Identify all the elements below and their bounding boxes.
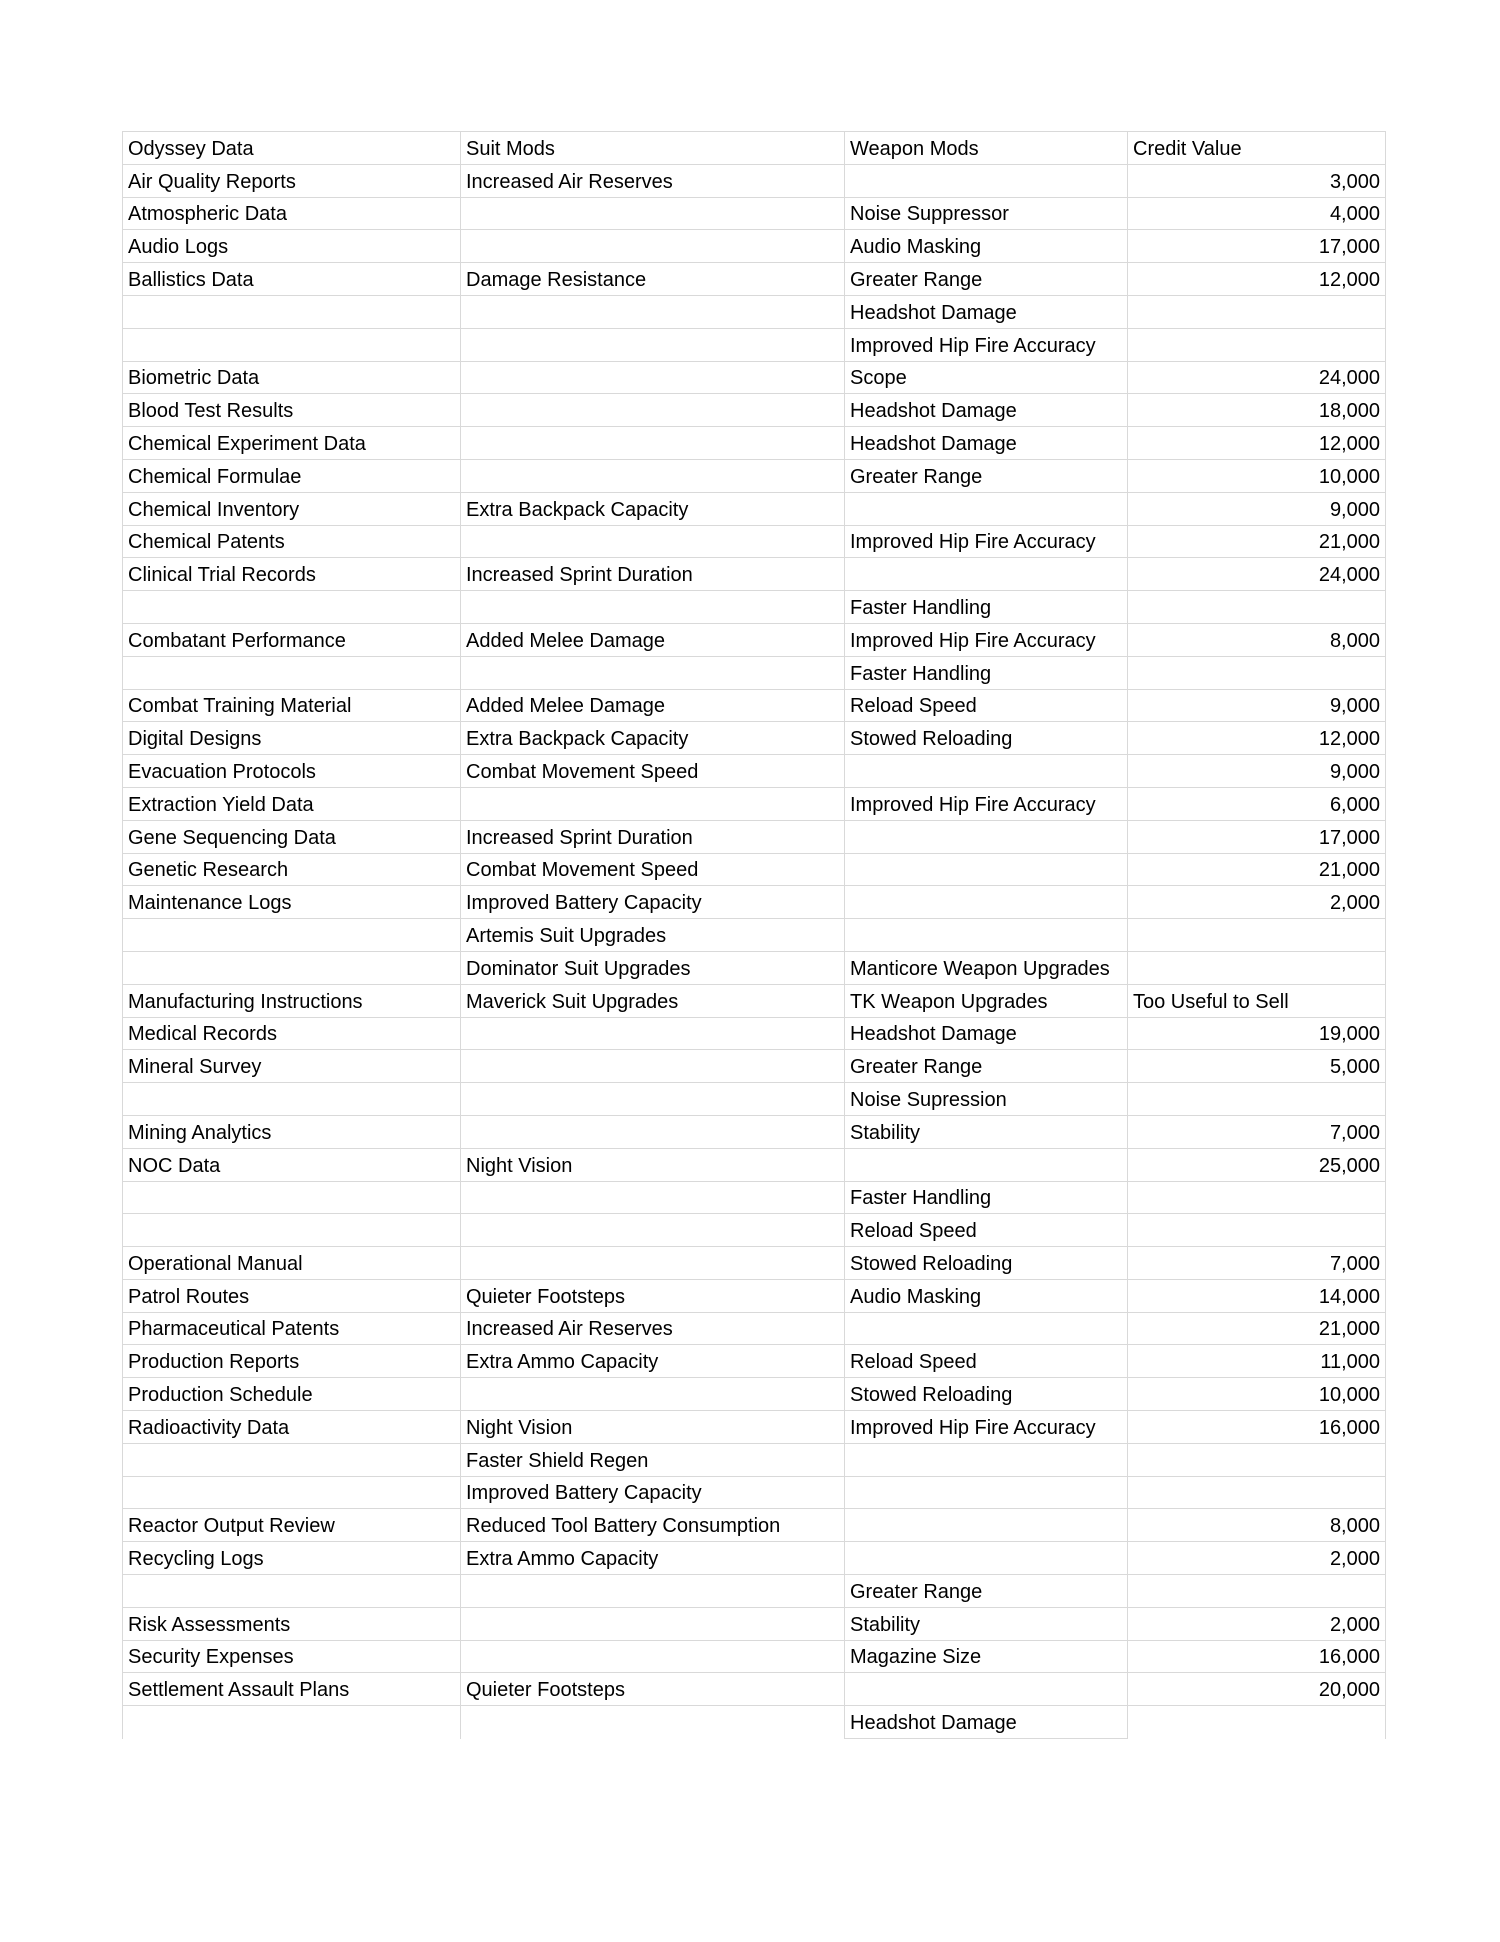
credit-value-cell[interactable]: [1128, 1706, 1386, 1739]
odyssey-data-cell[interactable]: Production Schedule: [123, 1378, 461, 1411]
suit-mods-cell[interactable]: [461, 656, 845, 689]
weapon-mods-cell[interactable]: Greater Range: [845, 459, 1128, 492]
odyssey-data-cell[interactable]: Risk Assessments: [123, 1607, 461, 1640]
credit-value-cell[interactable]: 8,000: [1128, 623, 1386, 656]
suit-mods-cell[interactable]: Added Melee Damage: [461, 689, 845, 722]
odyssey-data-cell[interactable]: [123, 1181, 461, 1214]
suit-mods-cell[interactable]: [461, 1181, 845, 1214]
credit-value-cell[interactable]: 8,000: [1128, 1509, 1386, 1542]
credit-value-cell[interactable]: 21,000: [1128, 1312, 1386, 1345]
odyssey-data-cell[interactable]: [123, 1443, 461, 1476]
table-row: [123, 1017, 1386, 1050]
weapon-mods-cell[interactable]: Headshot Damage: [845, 1706, 1128, 1739]
weapon-mods-cell[interactable]: Headshot Damage: [845, 295, 1128, 328]
odyssey-data-cell[interactable]: [123, 951, 461, 984]
weapon-mods-cell[interactable]: TK Weapon Upgrades: [845, 984, 1128, 1017]
odyssey-data-cell[interactable]: [123, 591, 461, 624]
suit-mods-cell[interactable]: Increased Air Reserves: [461, 164, 845, 197]
suit-mods-cell[interactable]: [461, 1017, 845, 1050]
odyssey-data-cell[interactable]: Production Reports: [123, 1345, 461, 1378]
odyssey-data-cell[interactable]: [123, 656, 461, 689]
weapon-mods-cell[interactable]: Stowed Reloading: [845, 1378, 1128, 1411]
credit-value-cell[interactable]: 10,000: [1128, 459, 1386, 492]
weapon-mods-cell[interactable]: [845, 1476, 1128, 1509]
credit-value-cell[interactable]: 17,000: [1128, 820, 1386, 853]
table-row: [123, 1640, 1386, 1673]
table-row: [123, 263, 1386, 296]
weapon-mods-cell[interactable]: [845, 919, 1128, 952]
weapon-mods-cell[interactable]: Reload Speed: [845, 1214, 1128, 1247]
odyssey-data-cell[interactable]: Gene Sequencing Data: [123, 820, 461, 853]
table-row: [123, 1706, 1386, 1739]
suit-mods-cell[interactable]: Extra Ammo Capacity: [461, 1542, 845, 1575]
credit-value-cell[interactable]: 2,000: [1128, 886, 1386, 919]
odyssey-data-cell[interactable]: Recycling Logs: [123, 1542, 461, 1575]
weapon-mods-cell[interactable]: Stowed Reloading: [845, 1247, 1128, 1280]
odyssey-data-cell[interactable]: Extraction Yield Data: [123, 787, 461, 820]
odyssey-data-cell[interactable]: Combat Training Material: [123, 689, 461, 722]
credit-value-cell[interactable]: 21,000: [1128, 525, 1386, 558]
table-row: [123, 984, 1386, 1017]
table-row: [123, 1378, 1386, 1411]
suit-mods-cell[interactable]: [461, 1115, 845, 1148]
odyssey-data-cell[interactable]: Chemical Experiment Data: [123, 427, 461, 460]
suit-mods-cell[interactable]: Artemis Suit Upgrades: [461, 919, 845, 952]
suit-mods-cell[interactable]: Night Vision: [461, 1411, 845, 1444]
table-row: [123, 1443, 1386, 1476]
table-row: [123, 886, 1386, 919]
credit-value-cell[interactable]: 4,000: [1128, 197, 1386, 230]
table-body: [123, 132, 1386, 1739]
weapon-mods-cell[interactable]: Greater Range: [845, 1050, 1128, 1083]
credit-value-cell[interactable]: 14,000: [1128, 1279, 1386, 1312]
header-odyssey-data[interactable]: Odyssey Data: [123, 132, 461, 165]
odyssey-data-cell[interactable]: Operational Manual: [123, 1247, 461, 1280]
weapon-mods-cell[interactable]: [845, 1673, 1128, 1706]
credit-value-cell[interactable]: [1128, 1575, 1386, 1608]
weapon-mods-cell[interactable]: [845, 492, 1128, 525]
weapon-mods-cell[interactable]: Reload Speed: [845, 1345, 1128, 1378]
credit-value-cell[interactable]: [1128, 1083, 1386, 1116]
suit-mods-cell[interactable]: [461, 787, 845, 820]
suit-mods-cell[interactable]: [461, 394, 845, 427]
table-row: [123, 853, 1386, 886]
credit-value-cell[interactable]: 10,000: [1128, 1378, 1386, 1411]
credit-value-cell[interactable]: [1128, 328, 1386, 361]
weapon-mods-cell[interactable]: Improved Hip Fire Accuracy: [845, 623, 1128, 656]
odyssey-data-cell[interactable]: [123, 295, 461, 328]
weapon-mods-cell[interactable]: Noise Suppressor: [845, 197, 1128, 230]
weapon-mods-cell[interactable]: [845, 558, 1128, 591]
credit-value-cell[interactable]: Too Useful to Sell: [1128, 984, 1386, 1017]
table-row: [123, 1345, 1386, 1378]
odyssey-data-cell[interactable]: Chemical Patents: [123, 525, 461, 558]
table-row: [123, 427, 1386, 460]
credit-value-cell[interactable]: 11,000: [1128, 1345, 1386, 1378]
weapon-mods-cell[interactable]: Faster Handling: [845, 591, 1128, 624]
credit-value-cell[interactable]: [1128, 919, 1386, 952]
odyssey-data-cell[interactable]: Pharmaceutical Patents: [123, 1312, 461, 1345]
weapon-mods-cell[interactable]: Improved Hip Fire Accuracy: [845, 328, 1128, 361]
table-row: [123, 1115, 1386, 1148]
odyssey-data-cell[interactable]: Mining Analytics: [123, 1115, 461, 1148]
weapon-mods-cell[interactable]: Faster Handling: [845, 656, 1128, 689]
table-row: [123, 1247, 1386, 1280]
weapon-mods-cell[interactable]: [845, 853, 1128, 886]
weapon-mods-cell[interactable]: Noise Supression: [845, 1083, 1128, 1116]
suit-mods-cell[interactable]: Quieter Footsteps: [461, 1279, 845, 1312]
table-row: [123, 361, 1386, 394]
header-suit-mods[interactable]: Suit Mods: [461, 132, 845, 165]
credit-value-cell[interactable]: 12,000: [1128, 427, 1386, 460]
suit-mods-cell[interactable]: [461, 525, 845, 558]
table-row: [123, 328, 1386, 361]
suit-mods-cell[interactable]: [461, 1214, 845, 1247]
odyssey-data-cell[interactable]: Atmospheric Data: [123, 197, 461, 230]
suit-mods-cell[interactable]: [461, 1640, 845, 1673]
odyssey-data-cell[interactable]: Security Expenses: [123, 1640, 461, 1673]
credit-value-cell[interactable]: 3,000: [1128, 164, 1386, 197]
table-row: [123, 394, 1386, 427]
table-row: [123, 1542, 1386, 1575]
weapon-mods-cell[interactable]: [845, 1312, 1128, 1345]
odyssey-data-table: [122, 131, 1386, 1739]
table-row: [123, 591, 1386, 624]
credit-value-cell[interactable]: 20,000: [1128, 1673, 1386, 1706]
credit-value-cell[interactable]: 16,000: [1128, 1411, 1386, 1444]
weapon-mods-cell[interactable]: Scope: [845, 361, 1128, 394]
odyssey-data-cell[interactable]: [123, 1476, 461, 1509]
odyssey-data-cell[interactable]: Clinical Trial Records: [123, 558, 461, 591]
weapon-mods-cell[interactable]: [845, 755, 1128, 788]
credit-value-cell[interactable]: 9,000: [1128, 689, 1386, 722]
table-row: [123, 820, 1386, 853]
credit-value-cell[interactable]: 5,000: [1128, 1050, 1386, 1083]
suit-mods-cell[interactable]: [461, 1083, 845, 1116]
odyssey-data-cell[interactable]: Reactor Output Review: [123, 1509, 461, 1542]
odyssey-data-cell[interactable]: Combatant Performance: [123, 623, 461, 656]
credit-value-cell[interactable]: [1128, 1214, 1386, 1247]
odyssey-data-cell[interactable]: Radioactivity Data: [123, 1411, 461, 1444]
table-row: [123, 951, 1386, 984]
credit-value-cell[interactable]: 24,000: [1128, 361, 1386, 394]
odyssey-data-cell[interactable]: Biometric Data: [123, 361, 461, 394]
suit-mods-cell[interactable]: [461, 427, 845, 460]
weapon-mods-cell[interactable]: [845, 1443, 1128, 1476]
suit-mods-cell[interactable]: [461, 1575, 845, 1608]
table-row: [123, 295, 1386, 328]
suit-mods-cell[interactable]: [461, 230, 845, 263]
credit-value-cell[interactable]: [1128, 591, 1386, 624]
suit-mods-cell[interactable]: Increased Air Reserves: [461, 1312, 845, 1345]
credit-value-cell[interactable]: 12,000: [1128, 263, 1386, 296]
suit-mods-cell[interactable]: Quieter Footsteps: [461, 1673, 845, 1706]
suit-mods-cell[interactable]: Night Vision: [461, 1148, 845, 1181]
odyssey-data-cell[interactable]: Maintenance Logs: [123, 886, 461, 919]
weapon-mods-cell[interactable]: Audio Masking: [845, 1279, 1128, 1312]
credit-value-cell[interactable]: [1128, 656, 1386, 689]
table-row: [123, 1607, 1386, 1640]
odyssey-data-cell[interactable]: Evacuation Protocols: [123, 755, 461, 788]
weapon-mods-cell[interactable]: [845, 1148, 1128, 1181]
suit-mods-cell[interactable]: [461, 361, 845, 394]
credit-value-cell[interactable]: 12,000: [1128, 722, 1386, 755]
table-row: [123, 1312, 1386, 1345]
weapon-mods-cell[interactable]: [845, 1509, 1128, 1542]
credit-value-cell[interactable]: 7,000: [1128, 1247, 1386, 1280]
table-row: [123, 1050, 1386, 1083]
table-row: [123, 755, 1386, 788]
credit-value-cell[interactable]: 18,000: [1128, 394, 1386, 427]
odyssey-data-cell[interactable]: Audio Logs: [123, 230, 461, 263]
weapon-mods-cell[interactable]: Faster Handling: [845, 1181, 1128, 1214]
table-row: [123, 1214, 1386, 1247]
table-row: [123, 1148, 1386, 1181]
suit-mods-cell[interactable]: Combat Movement Speed: [461, 755, 845, 788]
credit-value-cell[interactable]: 9,000: [1128, 492, 1386, 525]
suit-mods-cell[interactable]: [461, 1607, 845, 1640]
odyssey-data-cell[interactable]: Ballistics Data: [123, 263, 461, 296]
credit-value-cell[interactable]: 6,000: [1128, 787, 1386, 820]
table-row: [123, 1181, 1386, 1214]
weapon-mods-cell[interactable]: [845, 1542, 1128, 1575]
table-row: [123, 1509, 1386, 1542]
odyssey-data-cell[interactable]: [123, 328, 461, 361]
credit-value-cell[interactable]: [1128, 1443, 1386, 1476]
suit-mods-cell[interactable]: [461, 295, 845, 328]
weapon-mods-cell[interactable]: [845, 886, 1128, 919]
suit-mods-cell[interactable]: [461, 1378, 845, 1411]
odyssey-data-cell[interactable]: Manufacturing Instructions: [123, 984, 461, 1017]
suit-mods-cell[interactable]: [461, 1247, 845, 1280]
weapon-mods-cell[interactable]: [845, 820, 1128, 853]
suit-mods-cell[interactable]: Extra Backpack Capacity: [461, 722, 845, 755]
credit-value-cell[interactable]: 16,000: [1128, 1640, 1386, 1673]
odyssey-data-cell[interactable]: [123, 1214, 461, 1247]
weapon-mods-cell[interactable]: [845, 164, 1128, 197]
weapon-mods-cell[interactable]: Manticore Weapon Upgrades: [845, 951, 1128, 984]
weapon-mods-cell[interactable]: Improved Hip Fire Accuracy: [845, 525, 1128, 558]
table-row: [123, 230, 1386, 263]
credit-value-cell[interactable]: [1128, 1476, 1386, 1509]
weapon-mods-cell[interactable]: Audio Masking: [845, 230, 1128, 263]
odyssey-data-cell[interactable]: Digital Designs: [123, 722, 461, 755]
weapon-mods-cell[interactable]: Magazine Size: [845, 1640, 1128, 1673]
table-row: [123, 525, 1386, 558]
table-row: [123, 689, 1386, 722]
odyssey-data-cell[interactable]: Chemical Inventory: [123, 492, 461, 525]
odyssey-data-cell[interactable]: [123, 919, 461, 952]
suit-mods-cell[interactable]: Improved Battery Capacity: [461, 886, 845, 919]
table-row: [123, 1411, 1386, 1444]
suit-mods-cell[interactable]: Maverick Suit Upgrades: [461, 984, 845, 1017]
table-row: [123, 164, 1386, 197]
credit-value-cell[interactable]: 24,000: [1128, 558, 1386, 591]
suit-mods-cell[interactable]: Improved Battery Capacity: [461, 1476, 845, 1509]
odyssey-data-cell[interactable]: Settlement Assault Plans: [123, 1673, 461, 1706]
credit-value-cell[interactable]: [1128, 1181, 1386, 1214]
weapon-mods-cell[interactable]: Headshot Damage: [845, 1017, 1128, 1050]
weapon-mods-cell[interactable]: Stability: [845, 1607, 1128, 1640]
suit-mods-cell[interactable]: Increased Sprint Duration: [461, 820, 845, 853]
suit-mods-cell[interactable]: Increased Sprint Duration: [461, 558, 845, 591]
suit-mods-cell[interactable]: [461, 459, 845, 492]
credit-value-cell[interactable]: [1128, 295, 1386, 328]
suit-mods-cell[interactable]: Extra Backpack Capacity: [461, 492, 845, 525]
odyssey-data-cell[interactable]: [123, 1575, 461, 1608]
odyssey-data-cell[interactable]: Chemical Formulae: [123, 459, 461, 492]
odyssey-data-cell[interactable]: Blood Test Results: [123, 394, 461, 427]
odyssey-data-cell[interactable]: [123, 1706, 461, 1739]
weapon-mods-cell[interactable]: Headshot Damage: [845, 394, 1128, 427]
table-row: [123, 656, 1386, 689]
header-weapon-mods[interactable]: Weapon Mods: [845, 132, 1128, 165]
credit-value-cell[interactable]: 17,000: [1128, 230, 1386, 263]
table-row: [123, 623, 1386, 656]
table-row: [123, 722, 1386, 755]
weapon-mods-cell[interactable]: Improved Hip Fire Accuracy: [845, 787, 1128, 820]
table-row: [123, 492, 1386, 525]
credit-value-cell[interactable]: 21,000: [1128, 853, 1386, 886]
suit-mods-cell[interactable]: Faster Shield Regen: [461, 1443, 845, 1476]
suit-mods-cell[interactable]: Dominator Suit Upgrades: [461, 951, 845, 984]
header-credit-value[interactable]: Credit Value: [1128, 132, 1386, 165]
credit-value-cell[interactable]: 7,000: [1128, 1115, 1386, 1148]
odyssey-data-cell[interactable]: [123, 1083, 461, 1116]
credit-value-cell[interactable]: 9,000: [1128, 755, 1386, 788]
credit-value-cell[interactable]: 2,000: [1128, 1607, 1386, 1640]
header-row: [123, 132, 1386, 165]
odyssey-data-cell[interactable]: Mineral Survey: [123, 1050, 461, 1083]
credit-value-cell[interactable]: 2,000: [1128, 1542, 1386, 1575]
weapon-mods-cell[interactable]: Reload Speed: [845, 689, 1128, 722]
weapon-mods-cell[interactable]: Headshot Damage: [845, 427, 1128, 460]
suit-mods-cell[interactable]: Extra Ammo Capacity: [461, 1345, 845, 1378]
weapon-mods-cell[interactable]: Stowed Reloading: [845, 722, 1128, 755]
table-row: [123, 558, 1386, 591]
suit-mods-cell[interactable]: [461, 1706, 845, 1739]
odyssey-data-cell[interactable]: Genetic Research: [123, 853, 461, 886]
table-row: [123, 1673, 1386, 1706]
table-row: [123, 459, 1386, 492]
odyssey-data-cell[interactable]: NOC Data: [123, 1148, 461, 1181]
credit-value-cell[interactable]: 19,000: [1128, 1017, 1386, 1050]
odyssey-data-cell[interactable]: Medical Records: [123, 1017, 461, 1050]
table-row: [123, 197, 1386, 230]
weapon-mods-cell[interactable]: Greater Range: [845, 1575, 1128, 1608]
table-row: [123, 1476, 1386, 1509]
odyssey-data-cell[interactable]: Patrol Routes: [123, 1279, 461, 1312]
suit-mods-cell[interactable]: Combat Movement Speed: [461, 853, 845, 886]
credit-value-cell[interactable]: 25,000: [1128, 1148, 1386, 1181]
weapon-mods-cell[interactable]: Stability: [845, 1115, 1128, 1148]
table-row: [123, 1575, 1386, 1608]
suit-mods-cell[interactable]: [461, 591, 845, 624]
table-row: [123, 787, 1386, 820]
suit-mods-cell[interactable]: Damage Resistance: [461, 263, 845, 296]
table-row: [123, 1279, 1386, 1312]
credit-value-cell[interactable]: [1128, 951, 1386, 984]
suit-mods-cell[interactable]: [461, 1050, 845, 1083]
odyssey-data-cell[interactable]: Air Quality Reports: [123, 164, 461, 197]
suit-mods-cell[interactable]: Added Melee Damage: [461, 623, 845, 656]
suit-mods-cell[interactable]: [461, 328, 845, 361]
table-row: [123, 1083, 1386, 1116]
suit-mods-cell[interactable]: [461, 197, 845, 230]
suit-mods-cell[interactable]: Reduced Tool Battery Consumption: [461, 1509, 845, 1542]
table-row: [123, 919, 1386, 952]
weapon-mods-cell[interactable]: Improved Hip Fire Accuracy: [845, 1411, 1128, 1444]
weapon-mods-cell[interactable]: Greater Range: [845, 263, 1128, 296]
